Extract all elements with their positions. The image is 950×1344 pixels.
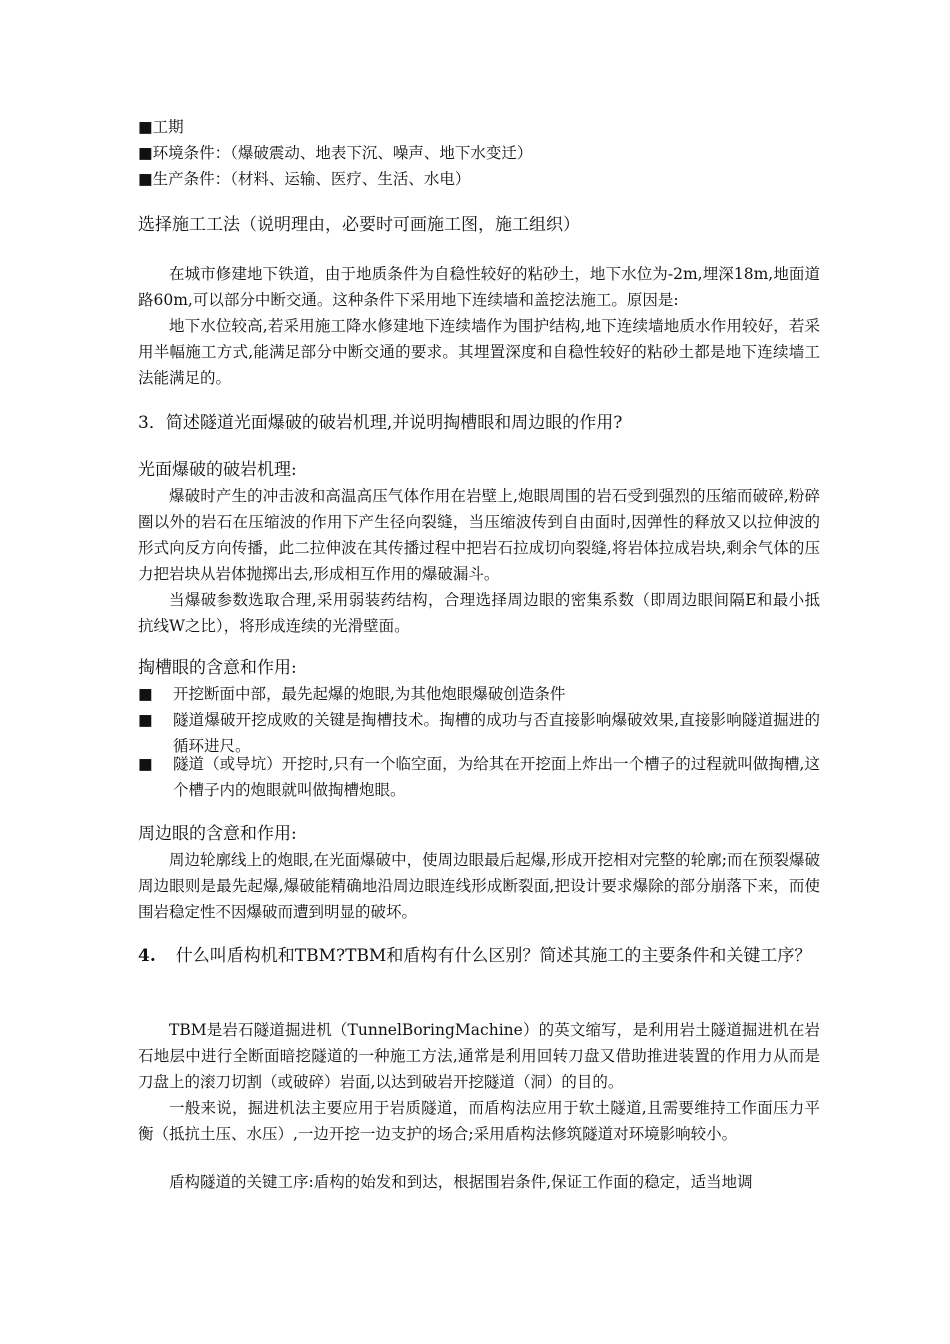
- bullet-icon: ■: [138, 711, 153, 729]
- condition-production: ■生产条件：（材料、运输、医疗、生活、水电）: [138, 170, 471, 188]
- cut-hole-item-1: 开挖断面中部，最先起爆的炮眼,为其他炮眼爆破创造条件: [173, 685, 566, 703]
- cut-holes-heading: 掏槽眼的含意和作用:: [138, 658, 297, 678]
- perimeter-holes-heading: 周边眼的含意和作用:: [138, 824, 297, 844]
- cut-hole-item-2: 隧道爆破开挖成败的关键是掏槽技术。掏槽的成功与否直接影响爆破效果,直接影响隧道掘进的循环进尺。: [173, 711, 820, 755]
- mechanism-heading: 光面爆破的破岩机理:: [138, 460, 297, 480]
- tbm-paragraph-2: 一般来说，掘进机法主要应用于岩质隧道，而盾构法应用于软土隧道,且需要维持工作面压力平衡（抵抗土压、水压）,一边开挖一边支护的场合;采用盾构法修筑隧道对环境影响较小。: [138, 1099, 820, 1143]
- method-paragraph-1: 在城市修建地下铁道，由于地质条件为自稳性较好的粘砂土，地下水位为-2m,埋深18m,地面道路60m,可以部分中断交通。这种条件下采用地下连续墙和盖挖法施工。原因是:: [138, 265, 820, 309]
- cut-hole-item-3: 隧道（或导坑）开挖时,只有一个临空面，为给其在开挖面上炸出一个槽子的过程就叫做掏槽,这个槽子内的炮眼就叫做掏槽炮眼。: [173, 755, 820, 799]
- method-paragraph-2: 地下水位较高,若采用施工降水修建地下连续墙作为围护结构,地下连续墙地质水作用较好，若采用半幅施工方式,能满足部分中断交通的要求。其埋置深度和自稳性较好的粘砂土都是地下连续墙工法能满足的。: [138, 317, 820, 387]
- tbm-paragraph-3: 盾构隧道的关键工序:盾构的始发和到达，根据围岩条件,保证工作面的稳定，适当地调: [169, 1173, 753, 1191]
- question-3-title: 3．简述隧道光面爆破的破岩机理,并说明掏槽眼和周边眼的作用?: [138, 413, 623, 433]
- perimeter-holes-paragraph: 周边轮廓线上的炮眼,在光面爆破中，使周边眼最后起爆,形成开挖相对完整的轮廓;而在预裂爆破周边眼则是最先起爆,爆破能精确地沿周边眼连线形成断裂面,把设计要求爆除的部分崩落下来，而使围岩稳定性不因爆破而遭到明显的破坏。: [138, 851, 820, 921]
- bullet-icon: ■: [138, 755, 153, 773]
- question-4-text: 什么叫盾构机和TBM?TBM和盾构有什么区别？简述其施工的主要条件和关键工序？: [175, 946, 812, 966]
- condition-environment: ■环境条件：（爆破震动、地表下沉、噪声、地下水变迁）: [138, 144, 533, 162]
- list-item: [138, 681, 820, 707]
- question-4-title: [138, 943, 820, 969]
- method-heading: 选择施工工法（说明理由，必要时可画施工图，施工组织）: [138, 215, 580, 235]
- condition-schedule: ■工期: [138, 118, 184, 136]
- tbm-paragraph-1: TBM是岩石隧道掘进机（TunnelBoringMachine）的英文缩写，是利用岩土隧道掘进机在岩石地层中进行全断面暗挖隧道的一种施工方法,通常是利用回转刀盘又借助推进装置的作用力从而是刀盘上的滚刀切割（或破碎）岩面,以达到破岩开挖隧道（洞）的目的。: [138, 1021, 820, 1091]
- question-4-number: 4.: [138, 946, 156, 966]
- mechanism-paragraph-1: 爆破时产生的冲击波和高温高压气体作用在岩壁上,炮眼周围的岩石受到强烈的压缩而破碎,粉碎圈以外的岩石在压缩波的作用下产生径向裂缝，当压缩波传到自由面时,因弹性的释放又以拉伸波的形式向反方向传播，此二拉伸波在其传播过程中把岩石拉成切向裂缝,将岩体拉成岩块,剩余气体的压力把岩块从岩体抛掷出去,形成相互作用的爆破漏斗。: [138, 487, 820, 583]
- bullet-icon: ■: [138, 685, 153, 703]
- mechanism-paragraph-2: 当爆破参数选取合理,采用弱装药结构，合理选择周边眼的密集系数（即周边眼间隔E和最小抵抗线W之比），将形成连续的光滑壁面。: [138, 591, 820, 635]
- list-item: [138, 751, 820, 803]
